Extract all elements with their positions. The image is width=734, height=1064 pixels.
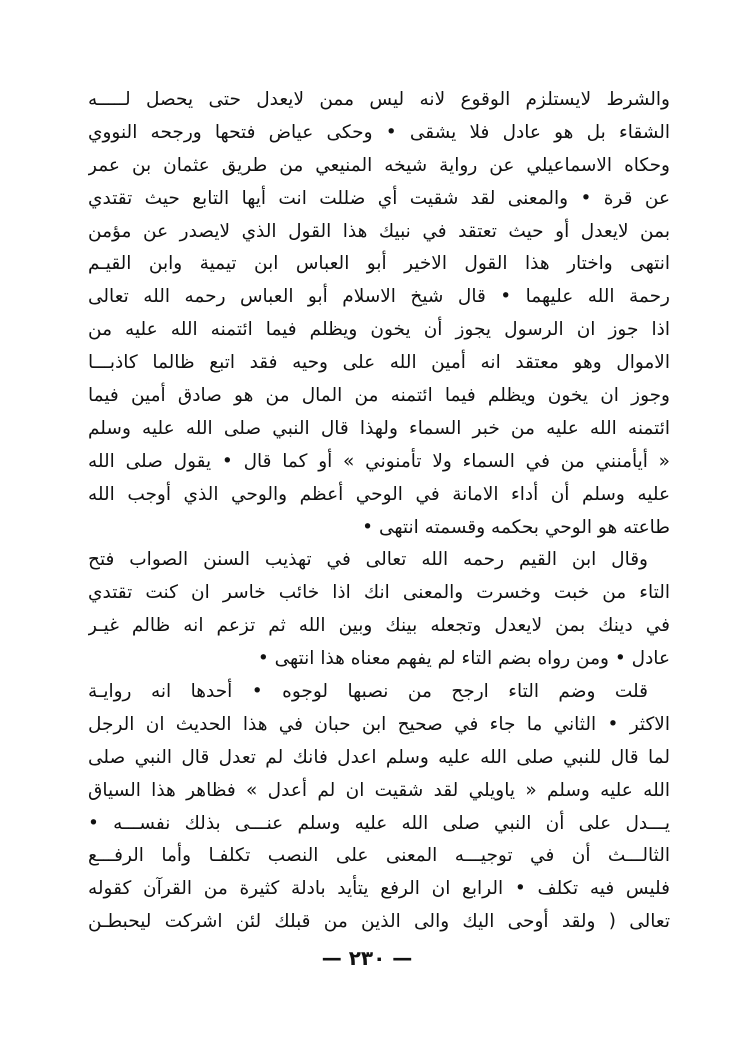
text-line: عادل • ومن رواه بضم التاء لم يفهم معناه هذا انتهى • <box>257 648 670 670</box>
text-line: وقال ابن القيم رحمه الله تعالى في تهذيب السنن الصواب فتح <box>88 549 648 571</box>
text-line: وحكاه الاسماعيلي عن رواية شيخه المنيعي من طريق عثمان بن عمر <box>88 154 670 176</box>
text-line: قلت وضم التاء ارجح من نصبها لوجوه • أحدها انه روايـة <box>88 681 648 703</box>
text-line: وجوز ان يخون ويظلم فيما ائتمنه من المال من هو صادق أمين فيما <box>88 385 670 407</box>
text-line: طاعته هو الوحي بحكمه وقسمته انتهى • <box>362 516 670 538</box>
text-line: والشرط لايستلزم الوقوع لانه ليس ممن لايعدل حتى يحصل لـــــه <box>88 89 670 110</box>
body-text <box>88 84 670 939</box>
text-line: اذا جوز ان الرسول يجوز أن يخون ويظلم فيما ائتمنه الله عليه من <box>88 319 670 341</box>
text-line: ائتمنه الله عليه من خبر السماء ولهذا قال النبي صلى الله عليه وسلم <box>88 417 670 439</box>
text-line: تعالى ( ولقد أوحى اليك والى الذين من قبلك لئن اشركت ليحبطـن <box>88 911 670 933</box>
text-line: لما قال للنبي صلى الله عليه وسلم اعدل فانك لم تعدل قال النبي صلى <box>88 746 670 768</box>
text-line: بمن لايعدل أو حيث تعتقد في نبيك هذا القول الذي لايصدر عن مؤمن <box>88 220 670 242</box>
text-line: عليه وسلم أن أداء الامانة في الوحي أعظم والوحي الذي أوجب الله <box>88 483 670 505</box>
text-line: الاموال وهو معتقد انه أمين الله على وحيه فقد اتبع ظالما كاذبـــا <box>88 352 670 374</box>
text-line: في دينك بمن لايعدل وتجعله بينك وبين الله ثم تزعم انه ظالم غيـر <box>88 615 670 637</box>
text-line: عن قرة • والمعنى لقد شقيت أي ضللت انت أيها التابع حيث تقتدي <box>88 187 670 209</box>
text-line: رحمة الله عليهما • قال شيخ الاسلام أبو العباس رحمه الله تعالى <box>88 286 670 308</box>
text-line: انتهى واختار هذا القول الاخير أبو العباس ابن تيمية وابن القيـم <box>88 253 670 275</box>
page-number: — ٢٣٠ — <box>321 946 413 970</box>
text-line: الاكثر • الثاني ما جاء في صحيح ابن حبان في هذا الحديث ان الرجل <box>88 713 670 735</box>
text-line: التاء من خبت وخسرت والمعنى انك اذا خائب خاسر ان كنت تقتدي <box>88 582 670 604</box>
text-line: الشقاء بل هو عادل فلا يشقى • وحكى عياض فتحها ورجحه النووي <box>88 121 670 143</box>
text-line: « أيأمنني من في السماء ولا تأمنوني » أو كما قال • يقول صلى الله <box>88 450 670 472</box>
text-line: الثالـــث أن في توجيـــه المعنى على النصب تكلفـا وأما الرفـــع <box>88 845 670 867</box>
text-line: فليس فيه تكلف • الرابع ان الرفع يتأيد بادلة كثيرة من القرآن كقوله <box>88 878 670 900</box>
text-line: يـــدل على أن النبي صلى الله عليه وسلم عنـــى بذلك نفســـه • <box>88 812 670 834</box>
text-line: الله عليه وسلم « ياويلي لقد شقيت ان لم أعدل » فظاهر هذا السياق <box>88 779 670 801</box>
